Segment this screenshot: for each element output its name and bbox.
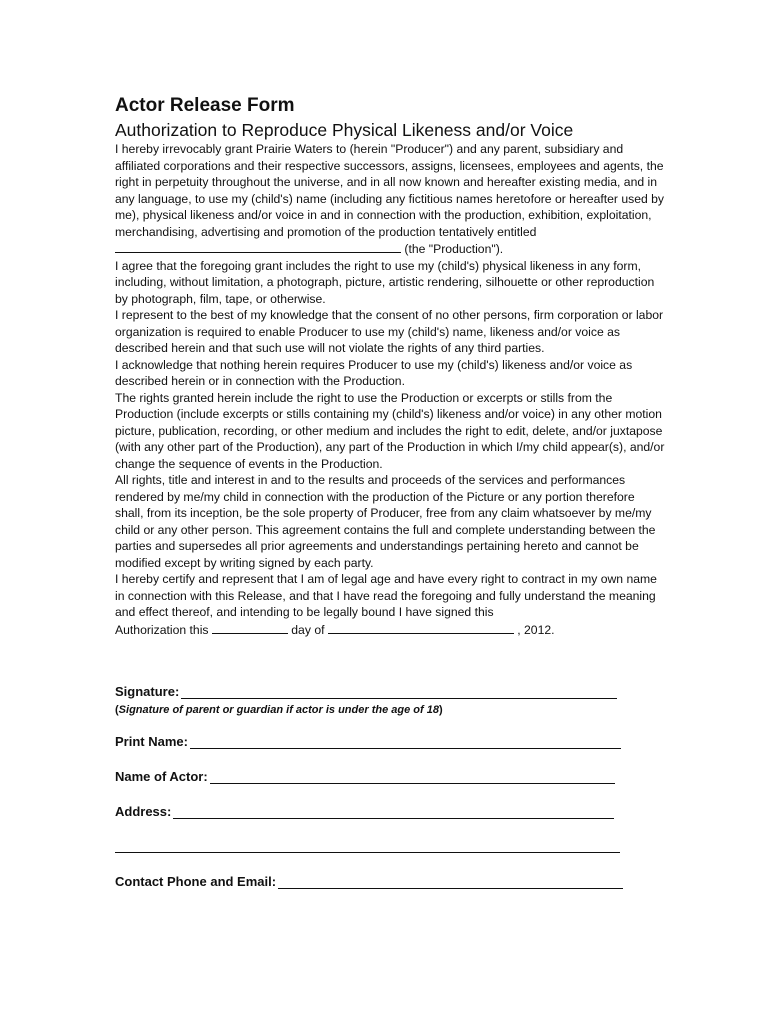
auth-day-text: day of (287, 622, 328, 637)
address-label: Address: (115, 804, 172, 819)
contact-line[interactable] (278, 874, 623, 889)
production-title-blank[interactable] (115, 240, 401, 253)
rights-paragraph: The rights granted herein include the right to use the Production or excerpts or stills from the Production (include excerpts or stills containing my (child's) likeness and/or voice) in any other motion picture, publication, recording, or other medium and includes the right to edit, delete, and/or juxtapose (with any other part of the Production), any part of the Production in which I/my child appear(s), and/or change the sequence of events in the Production. (115, 390, 665, 471)
signature-note: (Signature of parent or guardian if actor is under the age of 18) (115, 704, 443, 716)
address-field (115, 804, 614, 819)
print-name-line[interactable] (190, 734, 621, 749)
grant-paragraph: I hereby irrevocably grant Prairie Waters to (herein "Producer") and any parent, subsidiary and affiliated corporations and their respective successors, assigns, licensees, employees and agents, the right in perpetuity throughout the universe, and in all now known and hereafter existing media, and in any language, to use my (child's) name (including any fictitious names heretofore or hereafter used by me), physical likeness and/or voice in and in connection with the production, exhibition, exploitation, merchandising, advertising and promotion of the production tentatively entitled (115, 142, 665, 239)
actor-name-field (115, 769, 615, 784)
auth-prefix: Authorization this (115, 622, 212, 637)
contact-field (115, 874, 623, 889)
auth-year-text: , 2012. (513, 622, 555, 637)
ownership-paragraph: All rights, title and interest in and to the results and proceeds of the services and performances rendered by me/my child in connection with the production of the Picture or any portion therefore shall, from its inception, be the sole property of Producer, free from any claim whatsoever by me/my child or any other person. This agreement contains the full and complete understanding between the parties and supersedes all prior agreements and understandings pertaining hereto and cannot be modified except by writing signed by each party. (115, 473, 656, 570)
certify-paragraph: I hereby certify and represent that I am of legal age and have every right to contract in my own name in connection with this Release, and that I have read the foregoing and fully understand the meaning and effect thereof, and intending to be legally bound I have signed this (115, 572, 657, 619)
authorization-date-line (115, 621, 665, 639)
likeness-paragraph: I agree that the foregoing grant includes the right to use my (child's) physical likeness in any form, including, without limitation, a photograph, picture, artistic rendering, silhouette or other reproduction by photograph, film, tape, or otherwise. (115, 258, 655, 306)
form-subtitle: Authorization to Reproduce Physical Likeness and/or Voice (115, 120, 574, 140)
print-name-field (115, 734, 621, 749)
production-title-line (115, 240, 665, 258)
consent-paragraph: I represent to the best of my knowledge that the consent of no other persons, firm corporation or labor organization is required to enable Producer to use my (child's) name, likeness and/or voice as described herein and that such use will not violate the rights of any third parties. (115, 308, 664, 355)
address-line-2[interactable] (115, 852, 620, 853)
signature-label: Signature: (115, 684, 180, 699)
auth-day-blank[interactable] (212, 621, 288, 634)
form-body (115, 141, 665, 638)
actor-name-line[interactable] (210, 769, 615, 784)
production-suffix: (the "Production"). (401, 242, 504, 256)
auth-month-blank[interactable] (328, 621, 514, 634)
contact-label: Contact Phone and Email: (115, 874, 277, 889)
actor-name-label: Name of Actor: (115, 769, 208, 784)
acknowledge-paragraph: I acknowledge that nothing herein requires Producer to use my (child's) likeness and/or voice as described herein or in connection with the Production. (115, 357, 633, 388)
address-line[interactable] (173, 804, 614, 819)
print-name-label: Print Name: (115, 734, 188, 749)
signature-field (115, 684, 617, 699)
form-title: Actor Release Form (115, 95, 295, 116)
signature-note-text: Signature of parent or guardian if actor is under the age of 18 (118, 704, 439, 716)
signature-line[interactable] (181, 684, 617, 699)
